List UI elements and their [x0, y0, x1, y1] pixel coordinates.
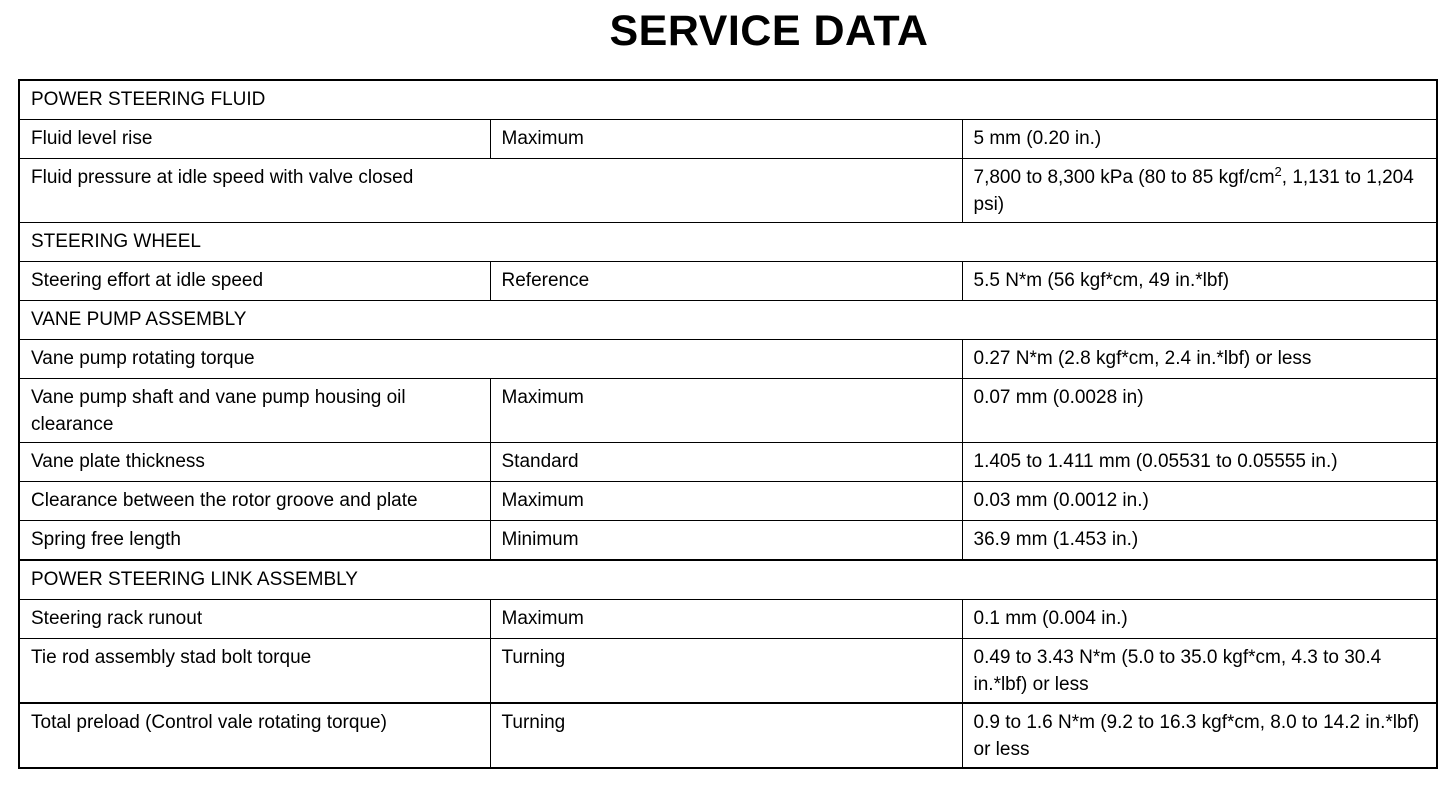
item-cell: Total preload (Control vale rotating torque) — [19, 703, 490, 768]
condition-cell: Turning — [490, 703, 962, 768]
table-row — [19, 120, 1437, 159]
item-cell: Vane plate thickness — [19, 443, 490, 482]
item-cell: Steering rack runout — [19, 600, 490, 639]
section-label: STEERING WHEEL — [19, 223, 1437, 262]
item-cell: Fluid level rise — [19, 120, 490, 159]
condition-cell: Reference — [490, 262, 962, 301]
item-cell: Steering effort at idle speed — [19, 262, 490, 301]
condition-cell: Maximum — [490, 600, 962, 639]
item-cell: Vane pump rotating torque — [19, 340, 962, 379]
item-cell: Clearance between the rotor groove and plate — [19, 482, 490, 521]
table-row — [19, 262, 1437, 301]
table-row — [19, 340, 1437, 379]
condition-cell: Standard — [490, 443, 962, 482]
condition-cell: Minimum — [490, 521, 962, 561]
condition-cell: Maximum — [490, 379, 962, 443]
section-label: VANE PUMP ASSEMBLY — [19, 301, 1437, 340]
value-cell: 5 mm (0.20 in.) — [962, 120, 1437, 159]
value-text: , 1,131 to 1,204 psi) — [973, 167, 1414, 215]
value-text: 7,800 to 8,300 kPa (80 to 85 kgf/cm — [973, 167, 1275, 188]
service-data-table — [18, 79, 1438, 769]
section-label: POWER STEERING LINK ASSEMBLY — [19, 560, 1437, 600]
value-cell: 0.07 mm (0.0028 in) — [962, 379, 1437, 443]
condition-cell: Maximum — [490, 120, 962, 159]
table-row — [19, 482, 1437, 521]
section-row — [19, 223, 1437, 262]
item-cell: Vane pump shaft and vane pump housing oil clearance — [19, 379, 490, 443]
table-row — [19, 639, 1437, 704]
value-cell: 0.1 mm (0.004 in.) — [962, 600, 1437, 639]
section-label: POWER STEERING FLUID — [19, 80, 1437, 120]
value-cell: 0.27 N*m (2.8 kgf*cm, 2.4 in.*lbf) or less — [962, 340, 1437, 379]
value-cell: 0.9 to 1.6 N*m (9.2 to 16.3 kgf*cm, 8.0 to 14.2 in.*lbf) or less — [962, 703, 1437, 768]
table-row — [19, 600, 1437, 639]
value-cell: 5.5 N*m (56 kgf*cm, 49 in.*lbf) — [962, 262, 1437, 301]
item-cell: Spring free length — [19, 521, 490, 561]
section-row — [19, 560, 1437, 600]
superscript: 2 — [1274, 164, 1282, 179]
condition-cell: Turning — [490, 639, 962, 704]
item-cell: Tie rod assembly stad bolt torque — [19, 639, 490, 704]
table-row — [19, 521, 1437, 561]
table-row — [19, 379, 1437, 443]
section-row — [19, 301, 1437, 340]
value-cell — [962, 159, 1437, 223]
value-cell: 0.03 mm (0.0012 in.) — [962, 482, 1437, 521]
table-row — [19, 703, 1437, 768]
value-cell: 1.405 to 1.411 mm (0.05531 to 0.05555 in.) — [962, 443, 1437, 482]
section-row — [19, 80, 1437, 120]
value-cell: 0.49 to 3.43 N*m (5.0 to 35.0 kgf*cm, 4.3 to 30.4 in.*lbf) or less — [962, 639, 1437, 704]
table-row — [19, 159, 1437, 223]
condition-cell: Maximum — [490, 482, 962, 521]
page-title: SERVICE DATA — [609, 7, 929, 55]
item-cell: Fluid pressure at idle speed with valve closed — [19, 159, 962, 223]
table-row — [19, 443, 1437, 482]
value-cell: 36.9 mm (1.453 in.) — [962, 521, 1437, 561]
